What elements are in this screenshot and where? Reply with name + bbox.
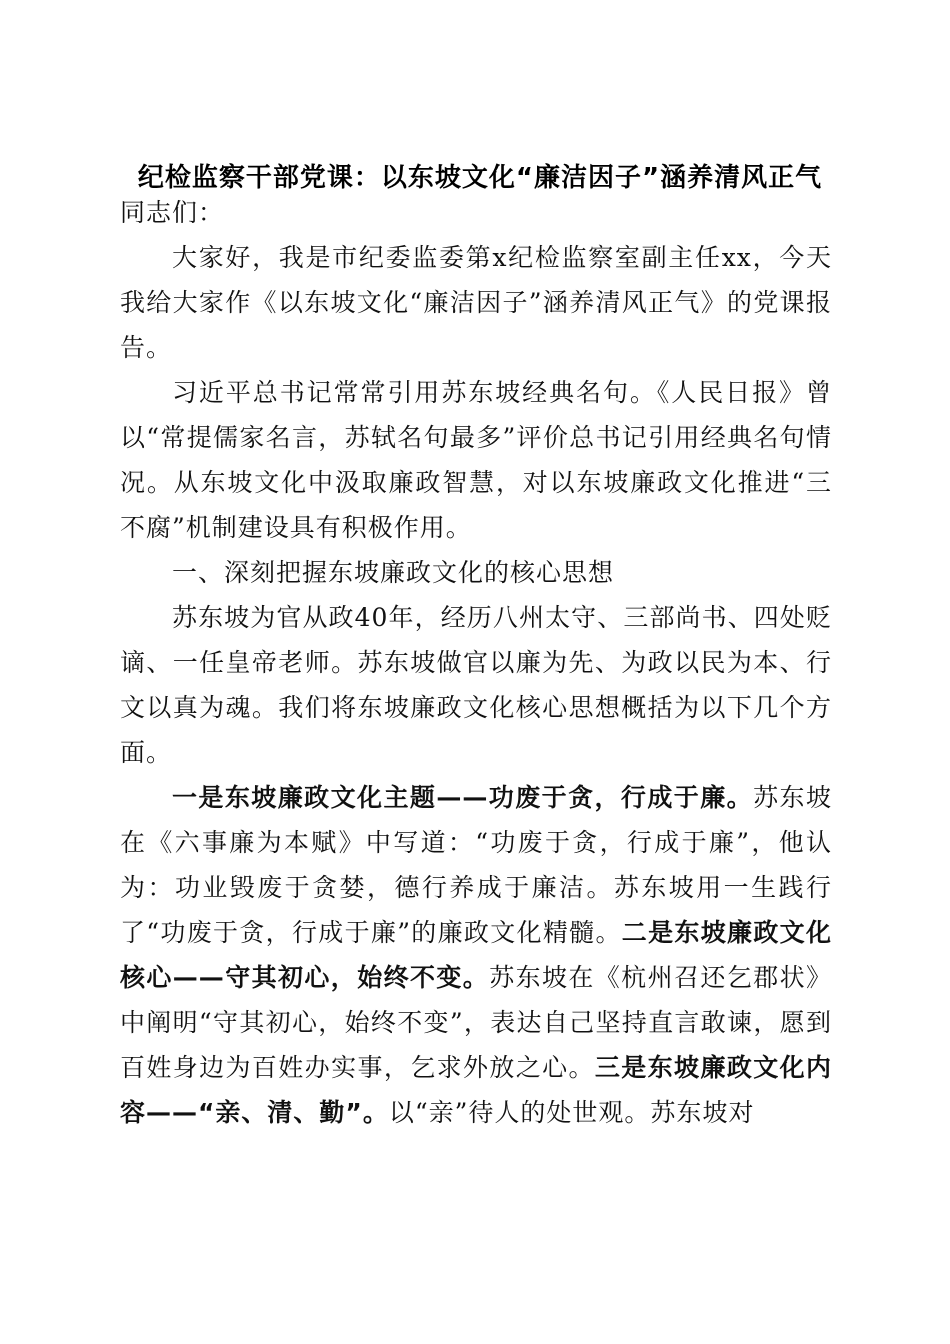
salutation: 同志们：	[120, 198, 225, 227]
section-heading: 一、深刻把握东坡廉政文化的核心思想	[172, 558, 615, 587]
intro-paragraph: 大家好，我是市纪委监委第x纪检监察室副主任xx，今天我给大家作《以东坡文化“廉洁因子”涵养清风正气》的党课报告。	[120, 243, 832, 362]
section-paragraph: 苏东坡为官从政40年，经历八州太守、三部尚书、四处贬谪、一任皇帝老师。苏东坡做官以廉为先、为政以民为本、行文以真为魂。我们将东坡廉政文化核心思想概括为以下几个方面。	[120, 603, 832, 767]
point2-text: 苏东坡在《杭州召还乞郡状》中阐明“守其初心，始终不变”，表达自己坚持直言敢谏，愿到百姓身边为百姓办实事，乞求外放之心。	[120, 963, 832, 1082]
point3-heading: 三是东坡廉政文化内容——“亲、清、勤”。	[120, 1053, 832, 1127]
quote-paragraph: 习近平总书记常常引用苏东坡经典名句。《人民日报》曾以“常提儒家名言，苏轼名句最多”评价总书记引用经典名句情况。从东坡文化中汲取廉政智慧，对以东坡廉政文化推进“三不腐”机制建设具有积极作用。	[120, 378, 832, 542]
document-title: 纪检监察干部党课：以东坡文化“廉洁因子”涵养清风正气	[137, 163, 823, 193]
point2-heading: 二是东坡廉政文化核心——守其初心，始终不变。	[120, 918, 832, 992]
point1-text: 苏东坡在《六事廉为本赋》中写道：“功废于贪，行成于廉”，他认为：功业毁废于贪婪，德行养成于廉洁。苏东坡用一生践行了“功废于贪，行成于廉”的廉政文化精髓。	[120, 783, 832, 947]
point1-heading: 一是东坡廉政文化主题——功废于贪，行成于廉。	[172, 783, 754, 812]
point3-text: 以“亲”待人的处世观。苏东坡对	[388, 1098, 755, 1127]
points-paragraph	[120, 775, 832, 1135]
document-body	[120, 190, 832, 1135]
